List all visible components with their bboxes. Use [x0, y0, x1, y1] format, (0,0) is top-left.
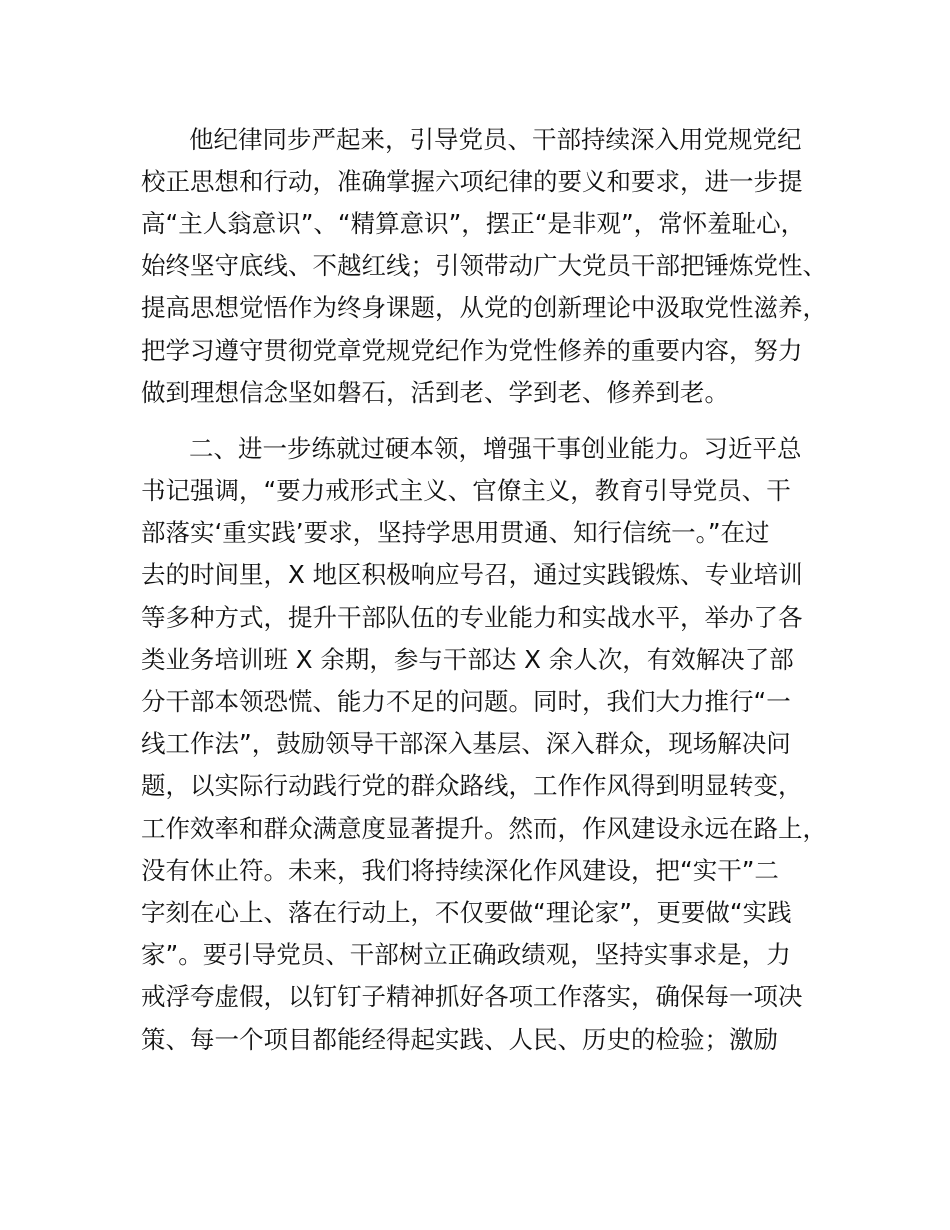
text-line: 他纪律同步严起来，引导党员、干部持续深入用党规党纪 — [189, 125, 802, 154]
text-line: 家”。要引导党员、干部树立正确政绩观，坚持实事求是，力 — [141, 940, 791, 969]
text-line: 把学习遵守贯彻党章党规党纪作为党性修养的重要内容，努力 — [141, 336, 803, 365]
text-line: 字刻在心上、落在行动上，不仅要做“理论家”，更要做“实践 — [141, 898, 792, 927]
text-line: 等多种方式，提升干部队伍的专业能力和实战水平，举办了各 — [141, 603, 803, 632]
text-line: 分干部本领恐慌、能力不足的问题。同时，我们大力推行“一 — [141, 687, 791, 716]
text-line: 题，以实际行动践行党的群众路线，工作作风得到明显转变， — [141, 771, 803, 800]
text-line: 部落实‘重实践’要求，坚持学思用贯通、知行信统一。”在过 — [141, 518, 770, 547]
text-line: 类业务培训班 X 余期，参与干部达 X 余人次，有效解决了部 — [141, 645, 794, 674]
text-line: 去的时间里，X 地区积极响应号召，通过实践锻炼、专业培训 — [141, 560, 803, 589]
text-line: 始终坚守底线、不越红线；引领带动广大党员干部把锤炼党性、 — [141, 251, 827, 280]
text-line: 提高思想觉悟作为终身课题，从党的创新理论中汲取党性滋养， — [141, 293, 827, 322]
text-line: 线工作法”，鼓励领导干部深入基层、深入群众，现场解决问 — [141, 729, 791, 758]
text-line: 戒浮夸虚假，以钉钉子精神抓好各项工作落实，确保每一项决 — [141, 982, 803, 1011]
text-line: 工作效率和群众满意度显著提升。然而，作风建设永远在路上， — [141, 814, 827, 843]
text-line: 没有休止符。未来，我们将持续深化作风建设，把“实干”二 — [141, 856, 779, 885]
text-line: 校正思想和行动，准确掌握六项纪律的要义和要求，进一步提 — [141, 167, 803, 196]
text-line: 高“主人翁意识”、“精算意识”，摆正“是非观”，常怀羞耻心， — [141, 209, 806, 238]
text-line: 二、进一步练就过硬本领，增强干事创业能力。习近平总 — [189, 434, 802, 463]
text-line: 书记强调，“要力戒形式主义、官僚主义，教育引导党员、干 — [141, 476, 791, 505]
text-line: 策、每一个项目都能经得起实践、人民、历史的检验；激励 — [141, 1025, 778, 1054]
text-line: 做到理想信念坚如磐石，活到老、学到老、修养到老。 — [141, 378, 729, 407]
